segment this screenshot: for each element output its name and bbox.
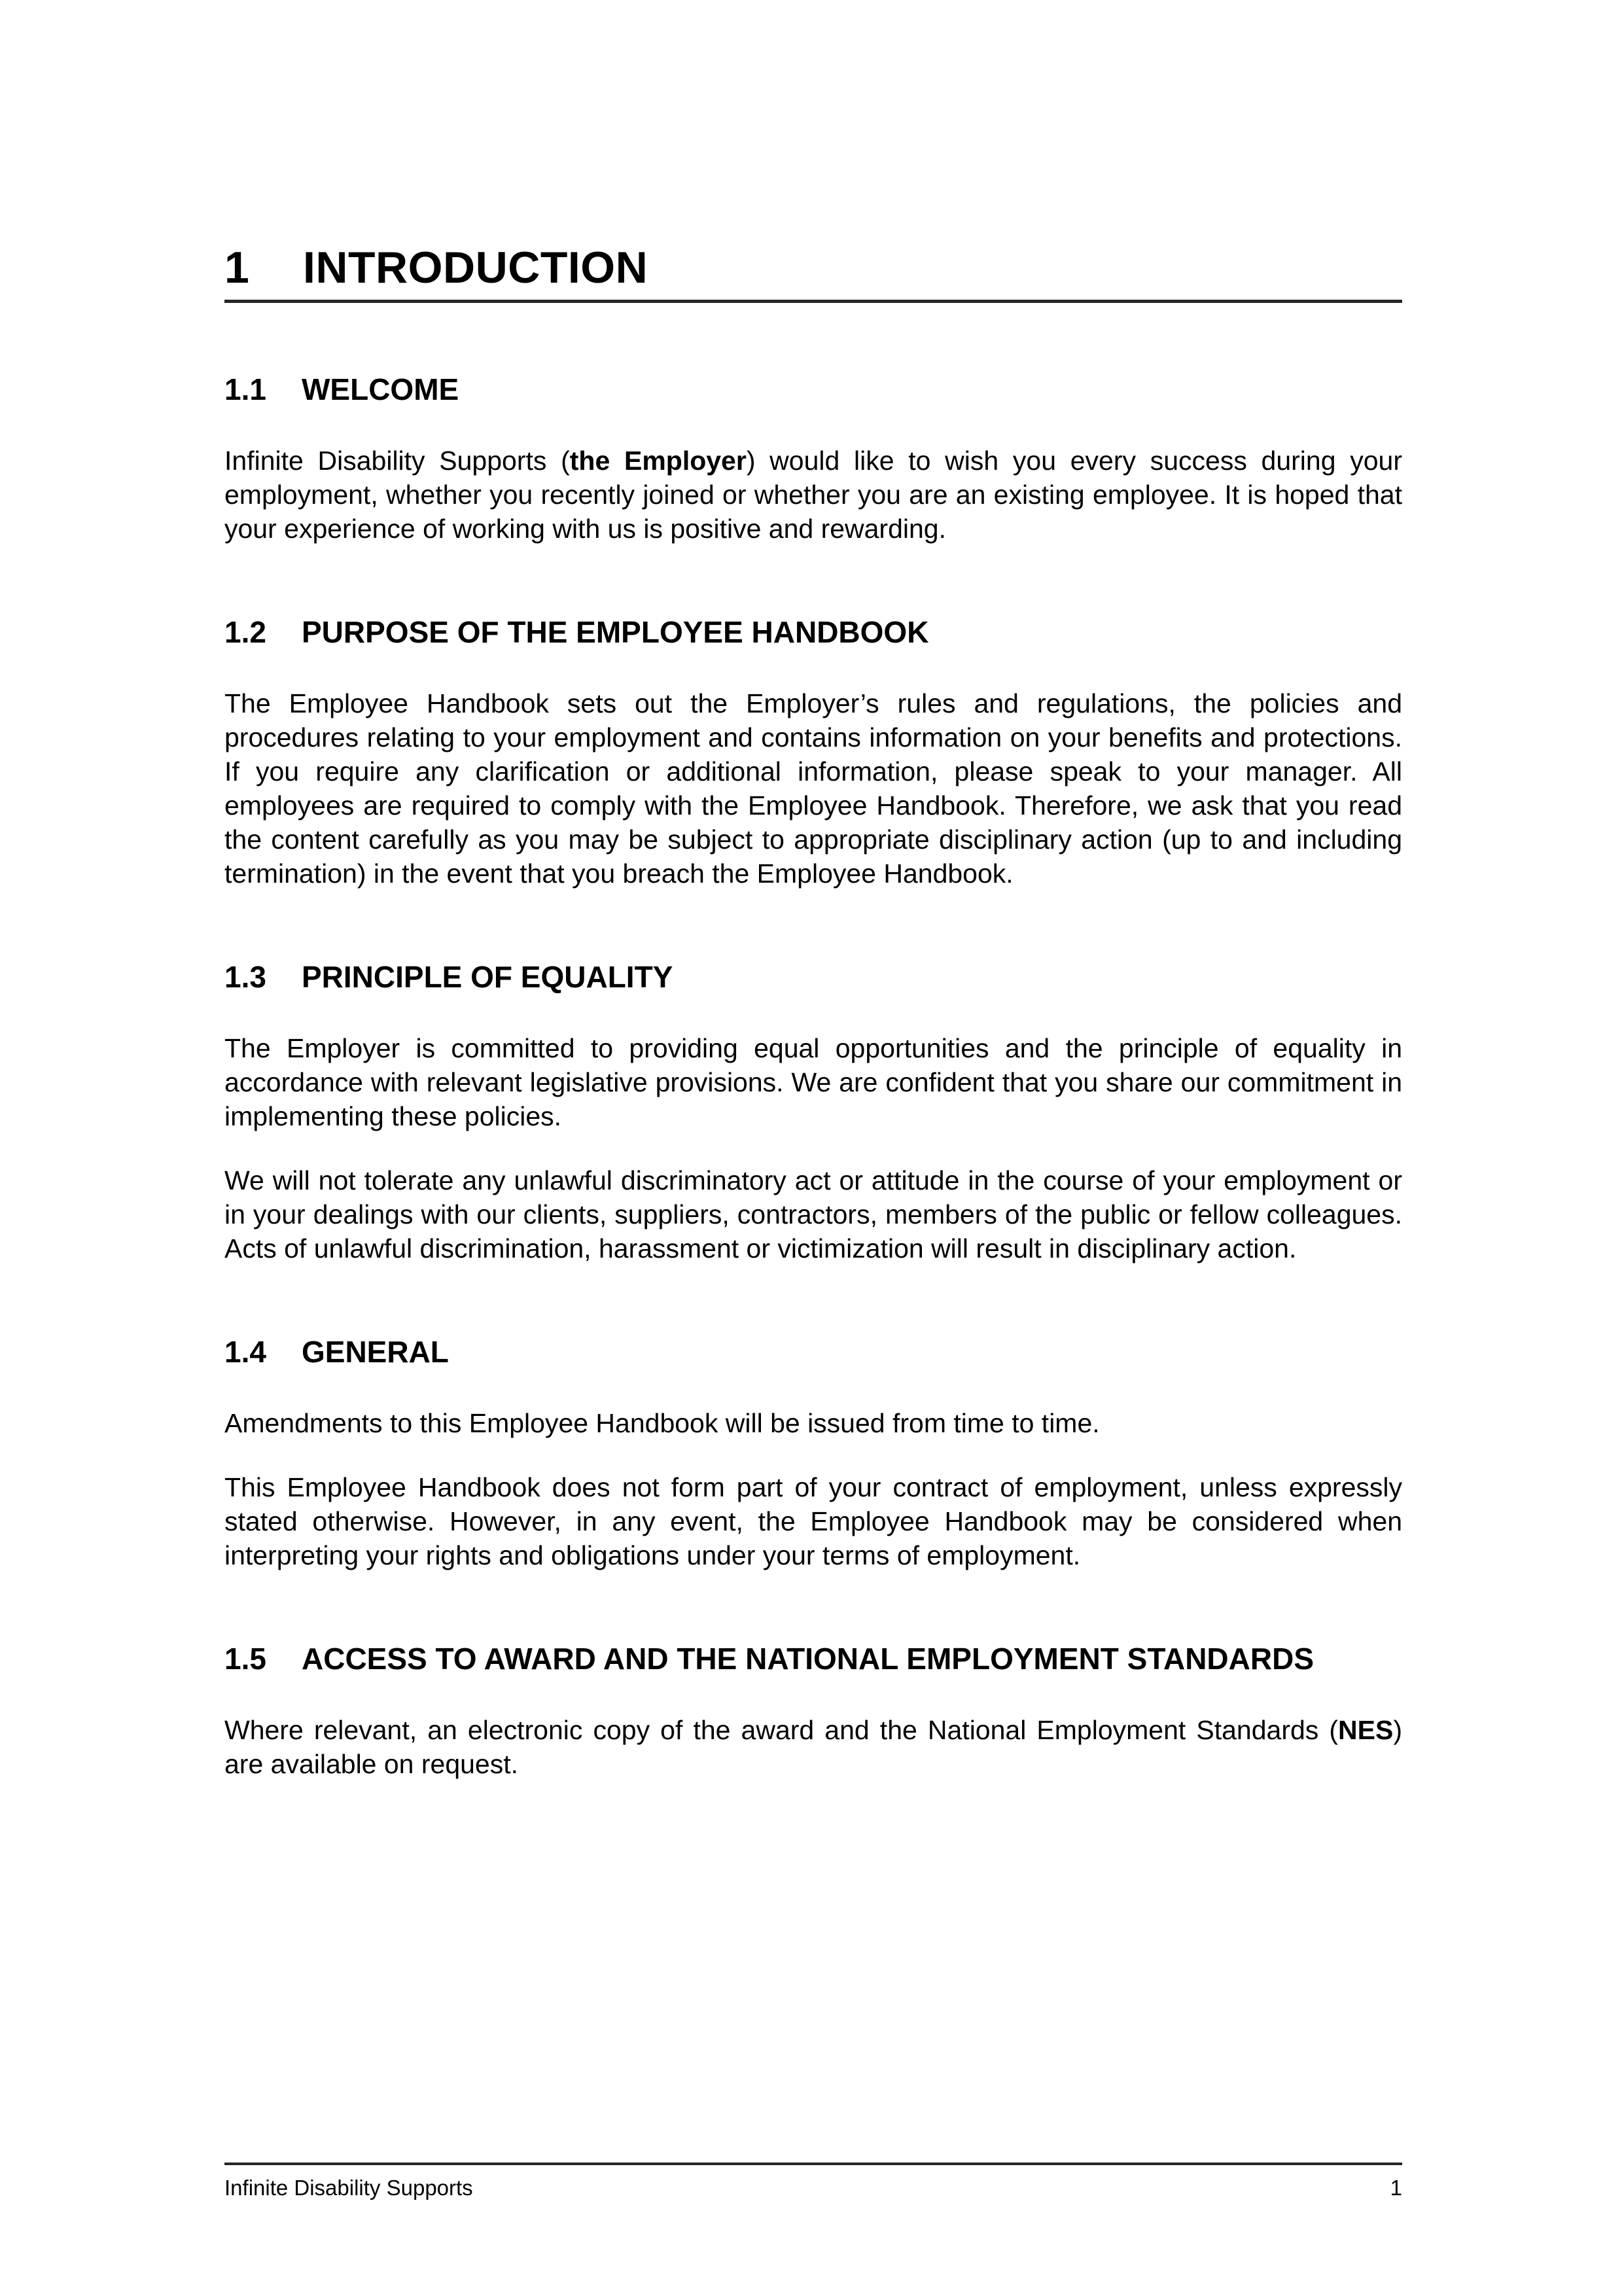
section-title: GENERAL	[302, 1335, 449, 1369]
text-segment: the Employer	[569, 446, 747, 476]
section-heading	[224, 1642, 1402, 1676]
text-segment: Amendments to this Employee Handbook will be issued from time to time.	[224, 1408, 1100, 1438]
paragraph	[224, 1406, 1402, 1440]
paragraph	[224, 1163, 1402, 1265]
section-number: 1.1	[224, 372, 266, 406]
section-title: WELCOME	[302, 372, 459, 406]
section-heading	[224, 615, 1402, 650]
section-number: 1.4	[224, 1335, 266, 1369]
text-segment: The Employer is committed to providing equal opportunities and the principle of equality in accordance with relevant legislative provisions. We are confident that you share our commitment in implementing these policies.	[224, 1033, 1402, 1131]
section	[224, 372, 1402, 546]
text-segment: Where relevant, an electronic copy of the award and the National Employment Standards (	[224, 1715, 1339, 1745]
footer-page-number: 1	[1390, 2176, 1402, 2200]
page-footer	[224, 2163, 1402, 2200]
text-segment: ) are available on request.	[224, 1715, 1402, 1779]
section	[224, 1335, 1402, 1572]
text-segment: NES	[1338, 1715, 1394, 1745]
section	[224, 615, 1402, 891]
chapter-number: 1	[224, 243, 250, 292]
section-heading	[224, 1335, 1402, 1369]
paragraph	[224, 1470, 1402, 1572]
section-title: PURPOSE OF THE EMPLOYEE HANDBOOK	[302, 615, 929, 649]
text-segment: This Employee Handbook does not form part of your contract of employment, unless expressly stated otherwise. However, in any event, the Employee Handbook may be considered when interpreting your rights and obligations under your terms of employment.	[224, 1472, 1402, 1570]
sections	[224, 372, 1402, 1781]
chapter-heading	[224, 245, 1402, 290]
section-heading	[224, 960, 1402, 995]
document-heading	[224, 245, 1402, 303]
footer-company-name: Infinite Disability Supports	[224, 2176, 473, 2200]
text-segment: Infinite Disability Supports (	[224, 446, 570, 476]
text-segment: We will not tolerate any unlawful discriminatory act or attitude in the course of your employment or in your dealings with our clients, suppliers, contractors, members of the public or fellow colleagues. Acts of unlawful discrimination, harassment or victimization will result in disciplinary action.	[224, 1165, 1402, 1263]
section-number: 1.5	[224, 1642, 266, 1676]
paragraph	[224, 444, 1402, 546]
section	[224, 1642, 1402, 1781]
paragraph	[224, 686, 1402, 891]
section-number: 1.3	[224, 960, 266, 994]
section-number: 1.2	[224, 615, 266, 649]
section	[224, 960, 1402, 1265]
paragraph	[224, 1031, 1402, 1133]
text-segment: The Employee Handbook sets out the Employer’s rules and regulations, the policies and procedures relating to your employment and contains information on your benefits and protections. If you require any clarification or additional information, please speak to your manager. All employees are required to comply with the Employee Handbook. Therefore, we ask that you read the content carefully as you may be subject to appropriate disciplinary action (up to and including termination) in the event that you breach the Employee Handbook.	[224, 688, 1402, 889]
chapter-title: INTRODUCTION	[303, 243, 648, 292]
page-content	[224, 245, 1402, 1811]
section-heading	[224, 372, 1402, 407]
section-title: ACCESS TO AWARD AND THE NATIONAL EMPLOYMENT STANDARDS	[302, 1642, 1314, 1676]
paragraph	[224, 1713, 1402, 1781]
section-title: PRINCIPLE OF EQUALITY	[302, 960, 673, 994]
text-segment: ) would like to wish you every success during your employment, whether you recently joined or whether you are an existing employee. It is hoped that your experience of working with us is positive and rewarding.	[224, 446, 1402, 544]
